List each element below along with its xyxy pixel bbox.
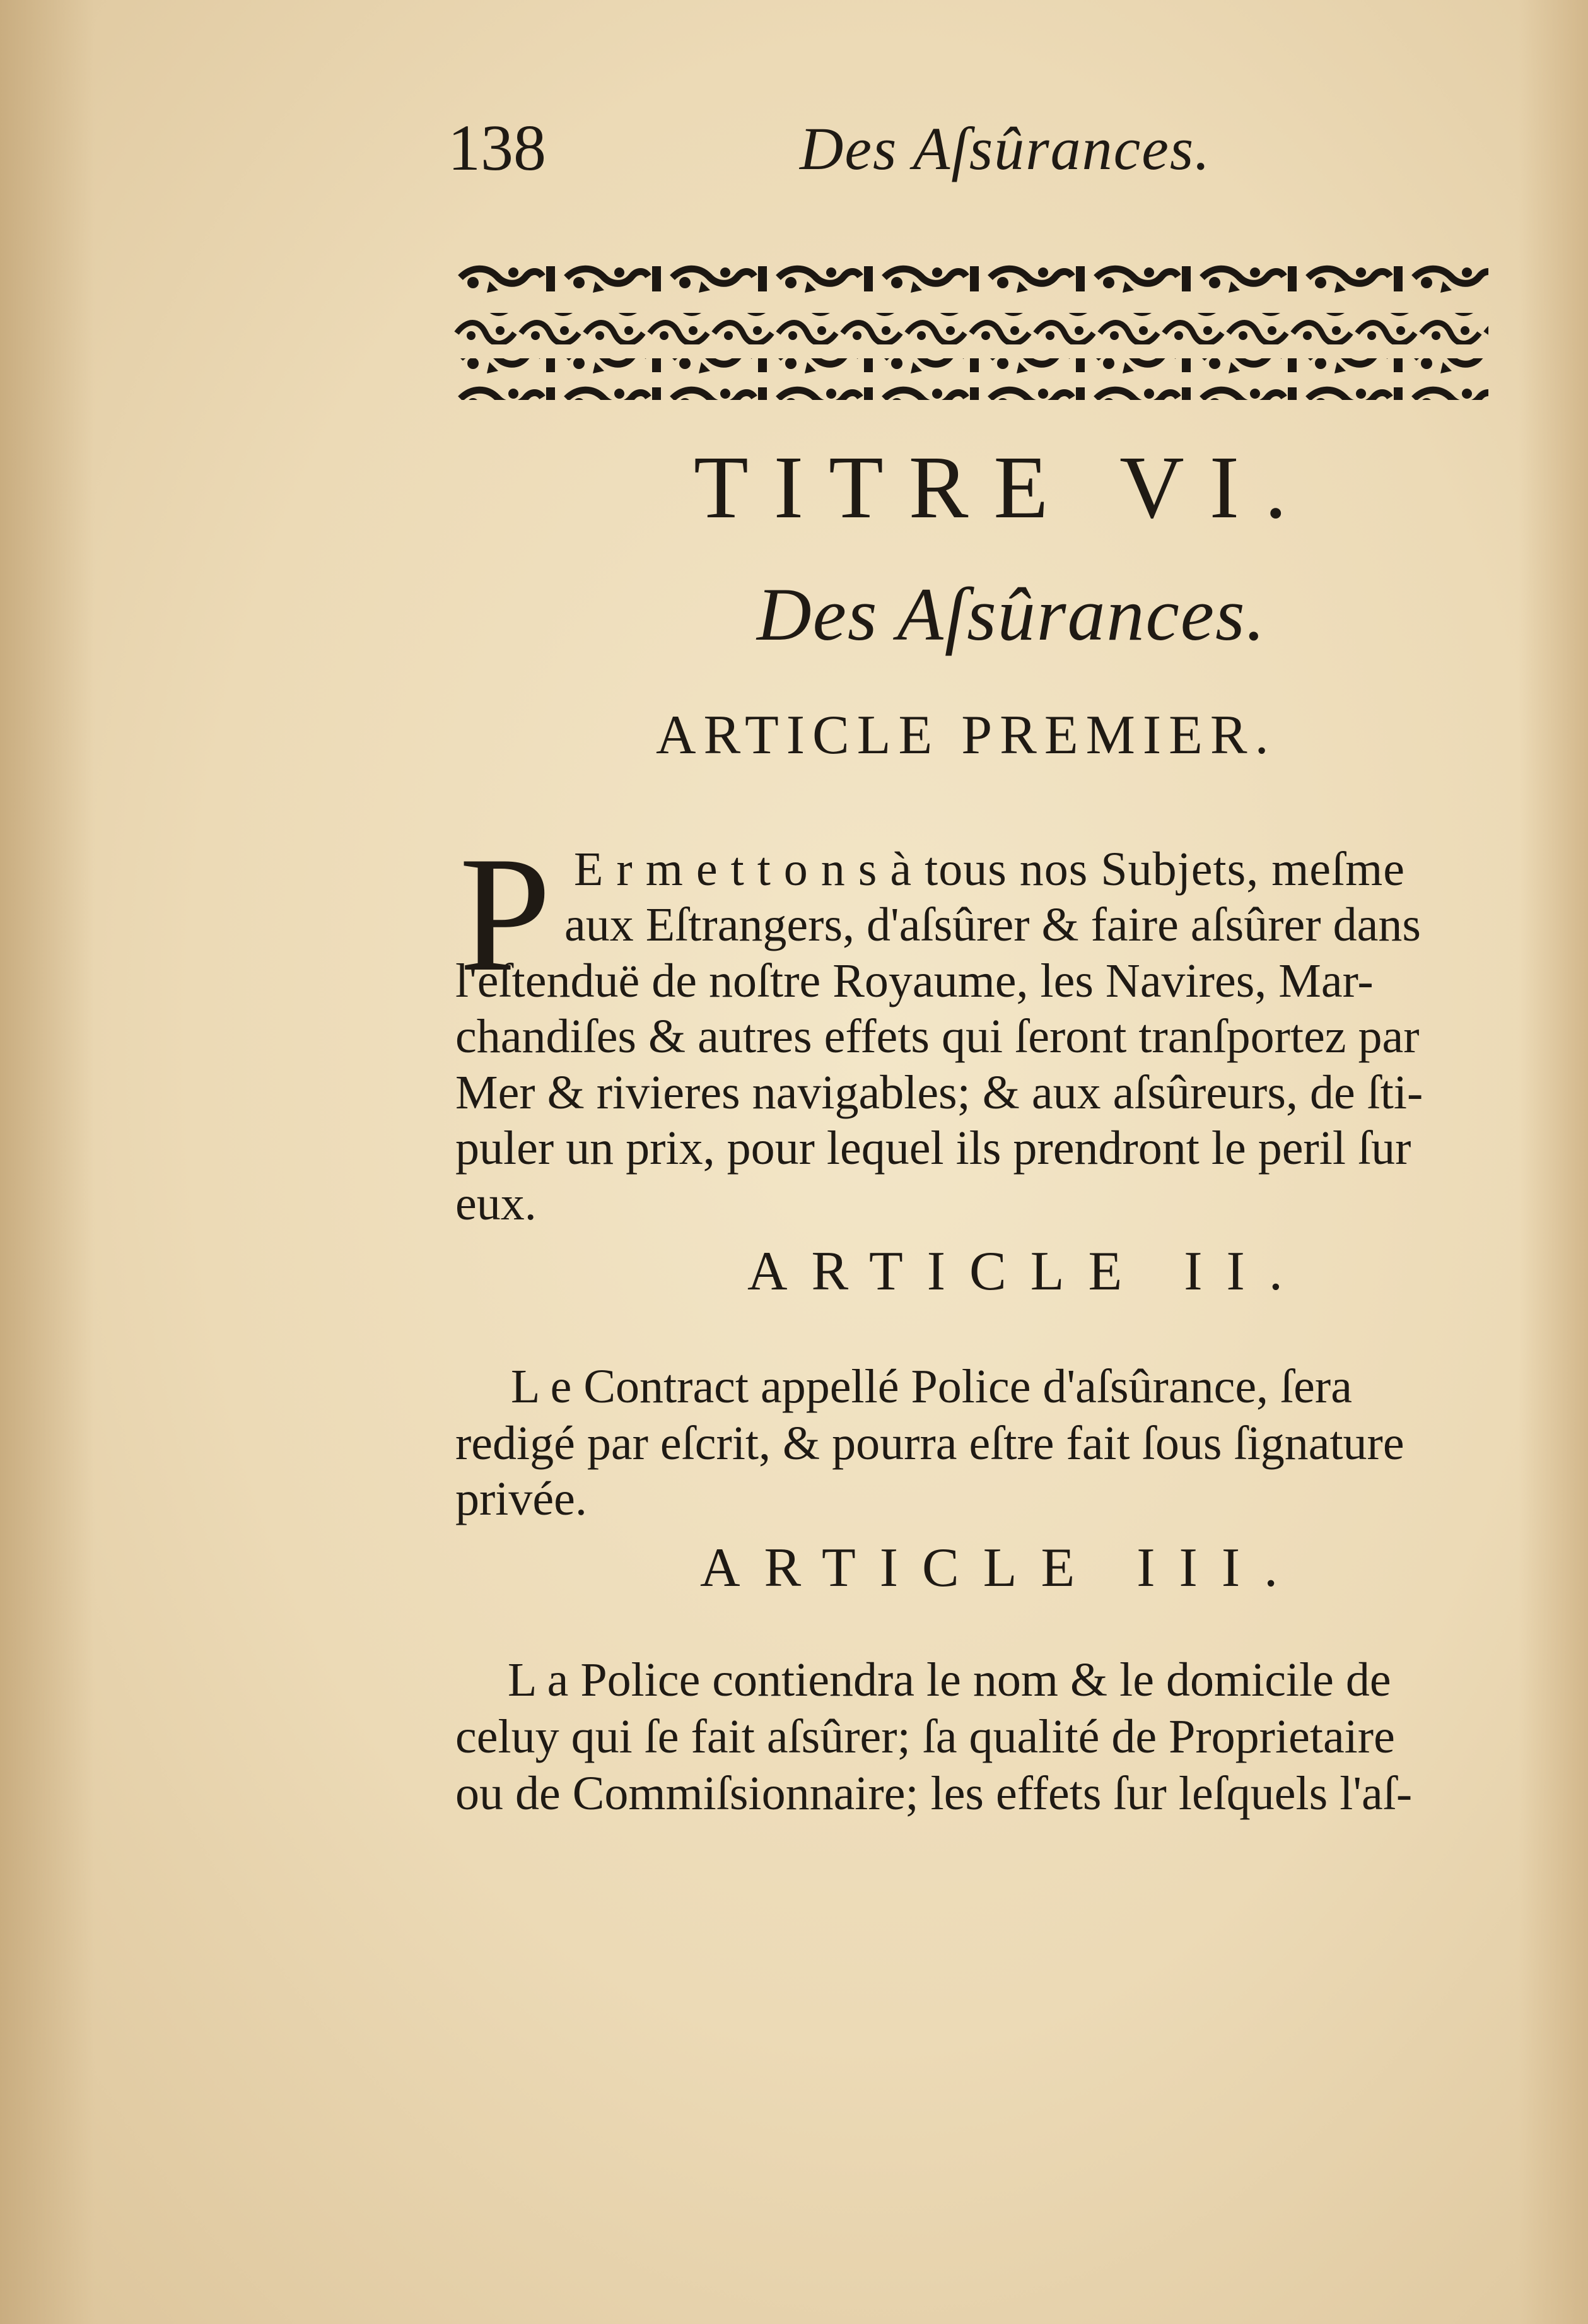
article-3-heading: ARTICLE III.	[700, 1537, 1302, 1599]
decorative-ornament-band	[454, 257, 1488, 402]
article-2-line: redigé par eſcrit, & pourra eſtre fait ſous ſignature	[455, 1417, 1404, 1470]
article-3-line: celuy qui ſe fait aſsûrer; ſa qualité de Proprietaire	[455, 1710, 1395, 1763]
article-2-heading: ARTICLE II.	[747, 1241, 1307, 1302]
page-shadow-right	[1519, 0, 1588, 2324]
article-1-line: E r m e t t o n s à tous nos Subjets, meſme	[574, 843, 1406, 896]
title-heading: TITRE VI.	[694, 437, 1312, 537]
running-head: Des Aſsûrances.	[800, 115, 1211, 182]
article-3-line: L a Police contiendra le nom & le domicile de	[508, 1653, 1391, 1706]
article-1-line: chandiſes & autres effets qui ſeront tranſportez par	[455, 1010, 1420, 1063]
title-subheading: Des Aſsûrances.	[757, 572, 1266, 656]
page-number: 138	[448, 112, 546, 184]
article-2-line: privée.	[455, 1472, 587, 1525]
article-1-line: puler un prix, pour lequel ils prendront le peril ſur	[455, 1122, 1411, 1175]
article-2-line: L e Contract appellé Police d'aſsûrance, ſera	[511, 1360, 1352, 1413]
article-1-line: eux.	[455, 1177, 537, 1230]
article-1-line: Mer & rivieres navigables; & aux aſsûreurs, de ſti-	[455, 1066, 1423, 1119]
drop-cap: P	[459, 823, 551, 1006]
article-1-heading: ARTICLE PREMIER.	[656, 705, 1276, 766]
article-1-line: aux Eſtrangers, d'aſsûrer & faire aſsûrer dans	[564, 898, 1421, 951]
article-1-line: l'eſtenduë de noſtre Royaume, les Navires, Mar-	[455, 954, 1374, 1007]
article-3-line: ou de Commiſsionnaire; les effets ſur leſquels l'aſ-	[455, 1767, 1413, 1820]
page-shadow-left	[0, 0, 95, 2324]
